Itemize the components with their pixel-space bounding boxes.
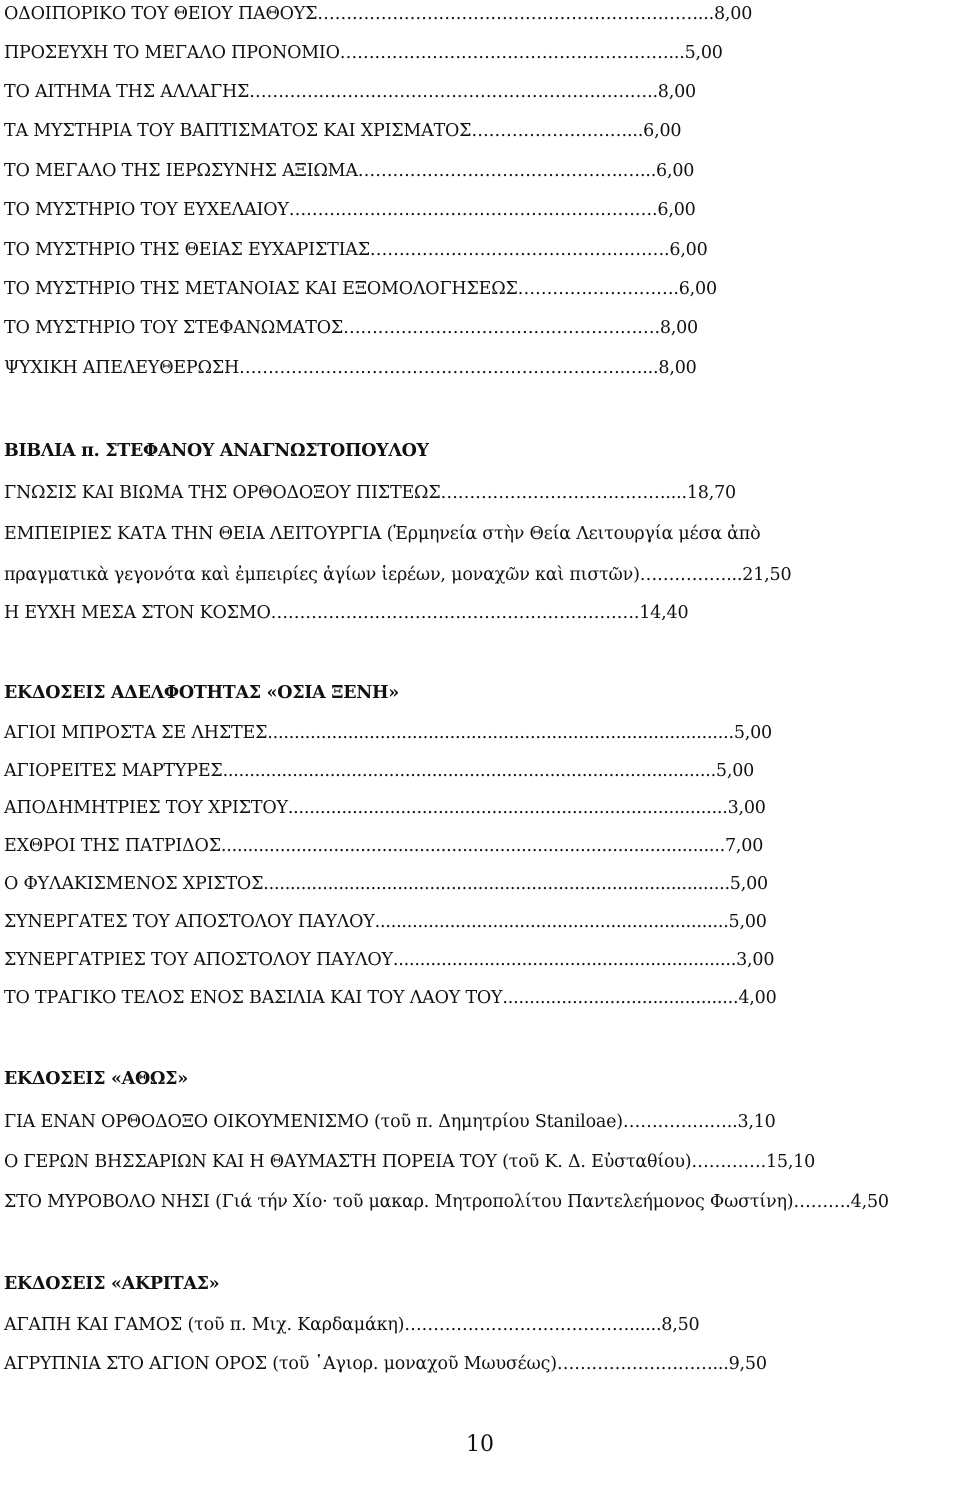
list-item: ΤΟ ΜΥΣΤΗΡΙΟ ΤΟΥ ΕΥΧΕΛΑΙΟΥ……………………………………………………….6,00 xyxy=(4,200,696,220)
list-item: ΤΑ ΜΥΣΤΗΡΙΑ ΤΟΥ ΒΑΠΤΙΣΜΑΤΟΣ ΚΑΙ ΧΡΙΣΜΑΤΟΣ………………………...6,00 xyxy=(4,121,682,141)
list-item: ΓΙΑ ΕΝΑΝ ΟΡΘΟΔΟΞΟ ΟΙΚΟΥΜΕΝΙΣΜΟ (τοῦ π. Δημητρίου Staniloae)………………..3,10 xyxy=(4,1112,776,1132)
list-item: ΨΥΧΙΚΗ ΑΠΕΛΕΥΘΕΡΩΣΗ………………………………………………………….…...8,00 xyxy=(4,358,697,378)
list-item: πραγματικὰ γεγονότα καὶ ἐμπειρίες ἁγίων ἱερέων, μοναχῶν καὶ πιστῶν)……………...21,50 xyxy=(4,565,792,585)
list-item: ΤΟ ΜΥΣΤΗΡΙΟ ΤΟΥ ΣΤΕΦΑΝΩΜΑΤΟΣ……………………………………………….8,00 xyxy=(4,318,698,338)
list-item: ΣΥΝΕΡΓΑΤΕΣ ΤΟΥ ΑΠΟΣΤΟΛΟΥ ΠΑΥΛΟΥ..................................................................5,00 xyxy=(4,912,767,932)
catalog-page xyxy=(4,0,956,1489)
page-number: 10 xyxy=(466,1432,494,1457)
section-heading: ΕΚΔΟΣΕΙΣ «ΑΚΡΙΤΑΣ» xyxy=(4,1274,220,1294)
list-item: ΓΝΩΣΙΣ ΚΑΙ ΒΙΩΜΑ ΤΗΣ ΟΡΘΟΔΟΞΟΥ ΠΙΣΤΕΩΣ…………………………………....18,70 xyxy=(4,483,736,503)
list-item: ΟΔΟΙΠΟΡΙΚΟ ΤΟΥ ΘΕΙΟΥ ΠΑΘΟΥΣ…………………………………………………………...8,00 xyxy=(4,4,753,24)
list-item: ΕΜΠΕΙΡΙΕΣ ΚΑΤΑ ΤΗΝ ΘΕΙΑ ΛΕΙΤΟΥΡΓΙΑ (Ἑρμηνεία στὴν Θεία Λειτουργία μέσα ἀπὸ xyxy=(4,524,761,544)
list-item: ΑΓΙΟΡΕΙΤΕΣ ΜΑΡΤΥΡΕΣ............................................................................................5,00 xyxy=(4,761,755,781)
list-item: Ο ΓΕΡΩΝ ΒΗΣΣΑΡΙΩΝ ΚΑΙ Η ΘΑΥΜΑΣΤΗ ΠΟΡΕΙΑ ΤΟΥ (τοῦ Κ. Δ. Εὐσταθίου)………….15,10 xyxy=(4,1152,816,1172)
section-heading: ΕΚΔΟΣΕΙΣ ΑΔΕΛΦΟΤΗΤΑΣ «ΟΣΙΑ ΞΕΝΗ» xyxy=(4,683,399,703)
list-item: Ο ΦΥΛΑΚΙΣΜΕΝΟΣ ΧΡΙΣΤΟΣ.......................................................................................5,00 xyxy=(4,874,768,894)
list-item: ΕΧΘΡΟΙ ΤΗΣ ΠΑΤΡΙΔΟΣ..............................................................................................7,00 xyxy=(4,836,764,856)
section-heading: ΕΚΔΟΣΕΙΣ «ΑΘΩΣ» xyxy=(4,1069,188,1089)
list-item: ΠΡΟΣΕΥΧΗ ΤΟ ΜΕΓΑΛΟ ΠΡΟΝΟΜΙΟ…………………………………………………...5,00 xyxy=(4,43,723,63)
list-item: ΤΟ ΜΥΣΤΗΡΙΟ ΤΗΣ ΘΕΙΑΣ ΕΥΧΑΡΙΣΤΙΑΣ…………………………………………….6,00 xyxy=(4,240,708,260)
list-item: ΑΓΙΟΙ ΜΠΡΟΣΤΑ ΣΕ ΛΗΣΤΕΣ.......................................................................................5,00 xyxy=(4,723,772,743)
list-item: ΑΓΡΥΠΝΙΑ ΣΤΟ ΑΓΙΟΝ ΟΡΟΣ (τοῦ ῾Αγιορ. μοναχοῦ Μωυσέως)………………………...9,50 xyxy=(4,1354,767,1374)
list-item: ΤΟ ΤΡΑΓΙΚΟ ΤΕΛΟΣ ΕΝΟΣ ΒΑΣΙΛΙΑ ΚΑΙ ΤΟΥ ΛΑΟΥ ΤΟΥ............................................4,00 xyxy=(4,988,777,1008)
list-item: ΤΟ ΜΥΣΤΗΡΙΟ ΤΗΣ ΜΕΤΑΝΟΙΑΣ ΚΑΙ ΕΞΟΜΟΛΟΓΗΣΕΩΣ……………………….6,00 xyxy=(4,279,717,299)
section-heading: ΒΙΒΛΙΑ π. ΣΤΕΦΑΝΟΥ ΑΝΑΓΝΩΣΤΟΠΟΥΛΟΥ xyxy=(4,441,429,461)
list-item: ΣΤΟ ΜΥΡΟΒΟΛΟ ΝΗΣΙ (Γιά τήν Χίο· τοῦ μακαρ. Μητροπολίτου Παντελεήμονος Φωστίνη)……….4,50 xyxy=(4,1192,889,1212)
list-item: ΣΥΝΕΡΓΑΤΡΙΕΣ ΤΟΥ ΑΠΟΣΤΟΛΟΥ ΠΑΥΛΟΥ................................................................3,00 xyxy=(4,950,775,970)
list-item: ΤΟ ΜΕΓΑΛΟ ΤΗΣ ΙΕΡΩΣΥΝΗΣ ΑΞΙΩΜΑ……………………………………….…...6,00 xyxy=(4,161,695,181)
list-item: Η ΕΥΧΗ ΜΕΣΑ ΣΤΟΝ ΚΟΣΜΟ……………………………………………………….14,40 xyxy=(4,603,689,623)
list-item: ΑΓΑΠΗ ΚΑΙ ΓΑΜΟΣ (τοῦ π. Μιχ. Καρδαμάκη)…………………………………......8,50 xyxy=(4,1315,700,1335)
list-item: ΑΠΟΔΗΜΗΤΡΙΕΣ ΤΟΥ ΧΡΙΣΤΟΥ..................................................................................3,00 xyxy=(4,798,766,818)
list-item: ΤΟ ΑΙΤΗΜΑ ΤΗΣ ΑΛΛΑΓΗΣ……………………………………………………………..8,00 xyxy=(4,82,696,102)
